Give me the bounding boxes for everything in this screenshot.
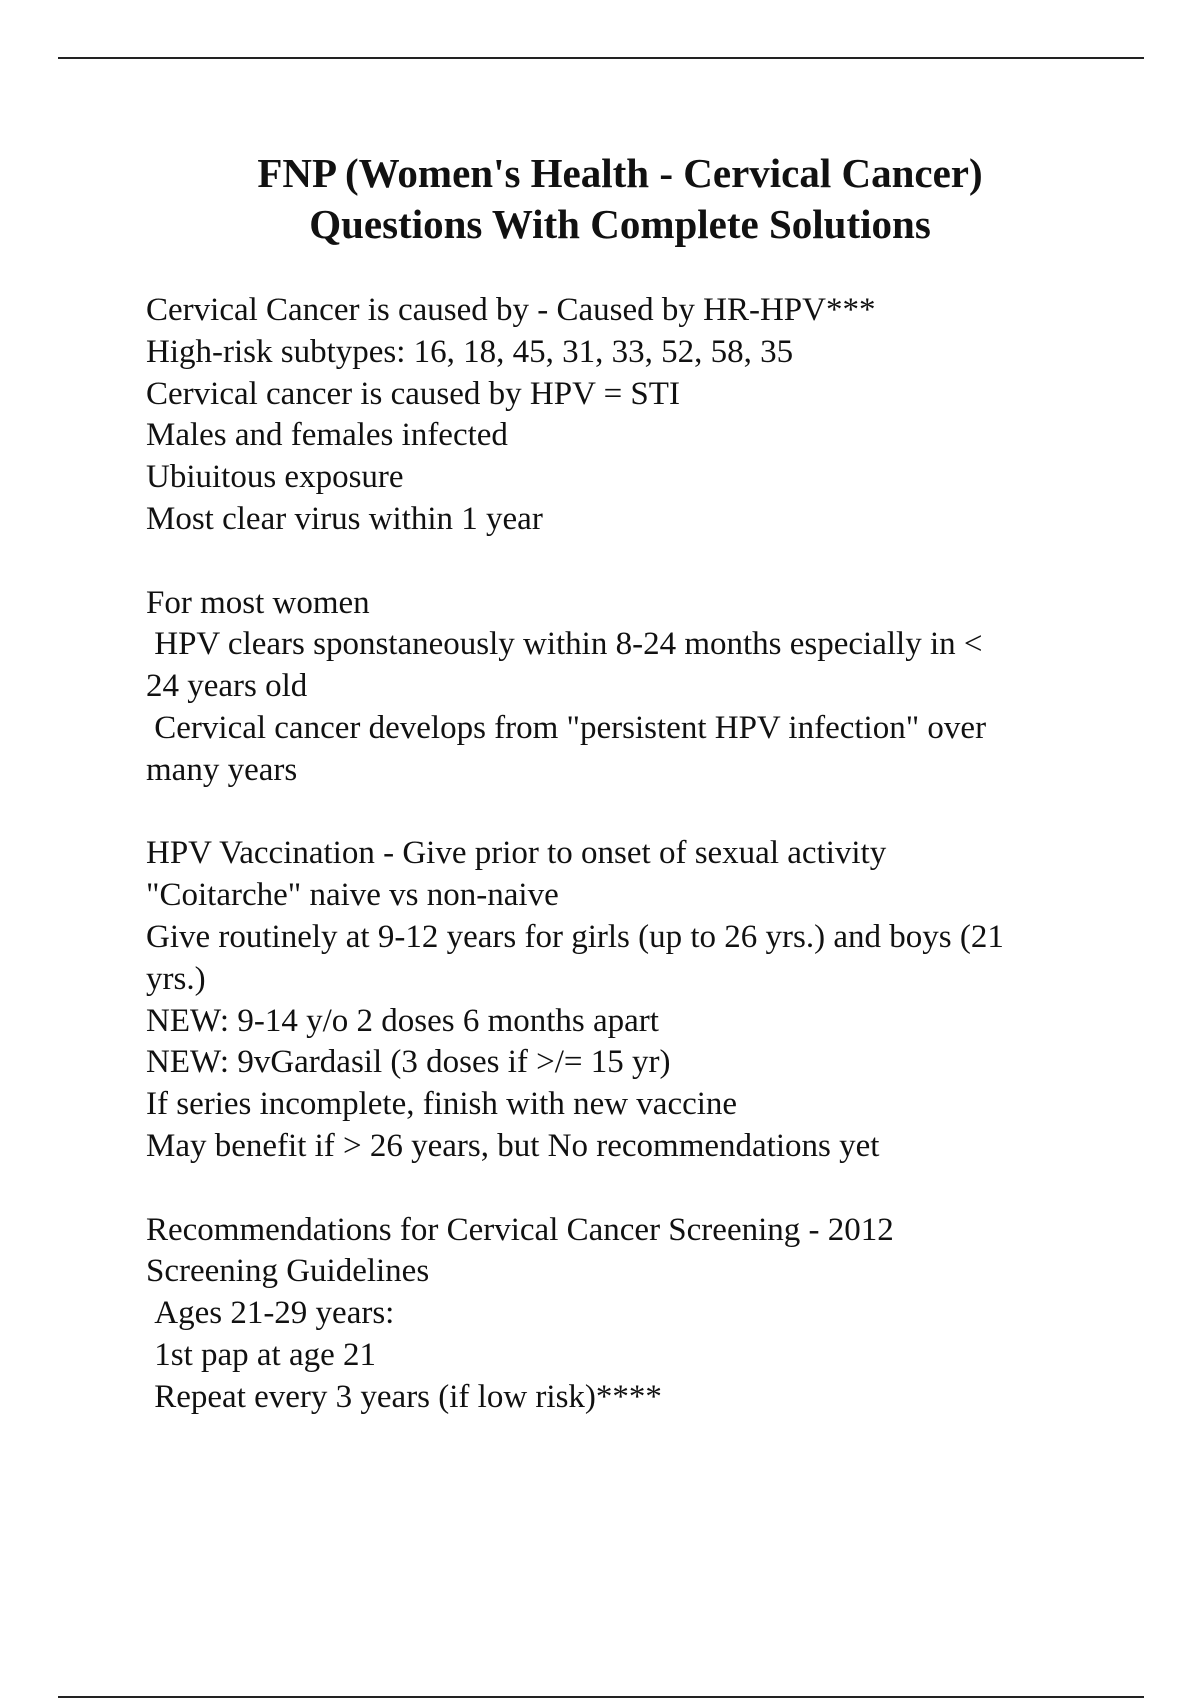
text-line: HPV Vaccination - Give prior to onset of sexual activity [146, 835, 887, 872]
text-line: Most clear virus within 1 year [146, 500, 543, 537]
section-screening-recommendations [146, 1210, 1106, 1419]
text-line: "Coitarche" naive vs non-naive [146, 877, 559, 914]
text-line: NEW: 9-14 y/o 2 doses 6 months apart [146, 1002, 659, 1039]
text-line: Recommendations for Cervical Cancer Screening - 2012 [146, 1211, 894, 1248]
text-line: NEW: 9vGardasil (3 doses if >/= 15 yr) [146, 1044, 671, 1081]
text-line: Screening Guidelines [146, 1253, 430, 1290]
text-line: Ages 21-29 years: [146, 1295, 395, 1332]
top-rule [58, 57, 1144, 59]
text-line: Cervical cancer develops from "persistent HPV infection" over [146, 709, 987, 746]
text-line: High-risk subtypes: 16, 18, 45, 31, 33, 52, 58, 35 [146, 333, 794, 370]
text-line: Males and females infected [146, 417, 508, 454]
text-line: yrs.) [146, 960, 206, 997]
text-line: 24 years old [146, 668, 308, 705]
text-line: Repeat every 3 years (if low risk)**** [146, 1378, 662, 1415]
text-line: For most women [146, 584, 370, 621]
text-line: Give routinely at 9-12 years for girls (up to 26 yrs.) and boys (21 [146, 918, 1004, 955]
text-line: many years [146, 751, 298, 788]
text-line: Cervical Cancer is caused by - Caused by HR-HPV*** [146, 292, 876, 328]
text-line: Cervical cancer is caused by HPV = STI [146, 375, 680, 412]
text-line: 1st pap at age 21 [146, 1336, 377, 1373]
title-line-1: FNP (Women's Health - Cervical Cancer) [257, 150, 983, 196]
page-title [60, 148, 1180, 250]
text-line: Ubiuitous exposure [146, 459, 404, 496]
text-line: May benefit if > 26 years, but No recommendations yet [146, 1127, 880, 1164]
bottom-rule [58, 1696, 1144, 1698]
section-hpv-vaccination [146, 833, 1106, 1167]
text-line: HPV clears sponstaneously within 8-24 months especially in < [146, 626, 983, 663]
document-body [146, 290, 1106, 1460]
section-hpv-clearance [146, 583, 1106, 792]
section-cervical-cancer-cause [146, 290, 1106, 541]
title-line-2: Questions With Complete Solutions [309, 201, 931, 247]
text-line: If series incomplete, finish with new vaccine [146, 1086, 738, 1123]
